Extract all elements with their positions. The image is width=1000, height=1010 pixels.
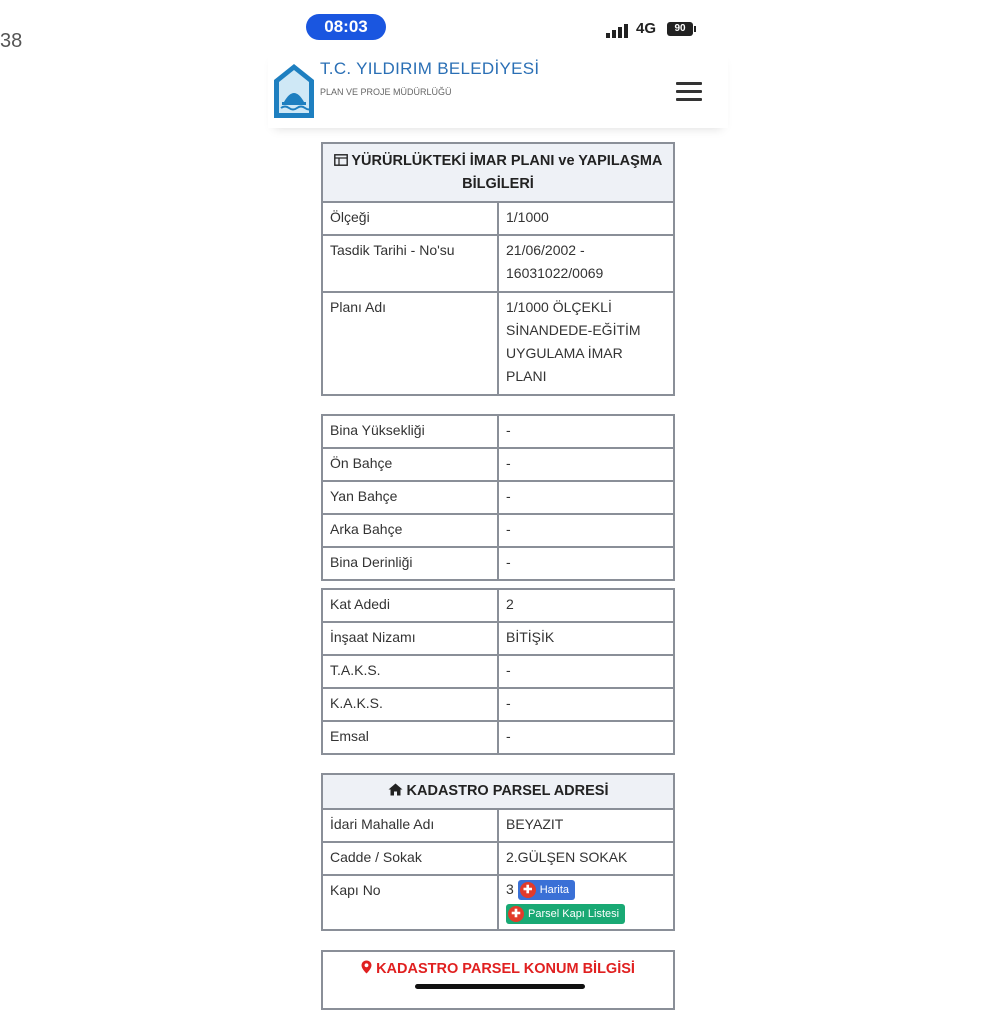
map-pin-icon: ✚ <box>520 882 536 898</box>
row-value: 1/1000 ÖLÇEKLİ SİNANDEDE-EĞİTİM UYGULAMA İMAR PLANI <box>506 299 641 384</box>
parcel-door-list-label: Parsel Kapı Listesi <box>528 908 620 921</box>
row-label: Kapı No <box>323 876 499 929</box>
hamburger-icon[interactable] <box>676 82 702 102</box>
site-header <box>268 50 728 128</box>
row-label: İnşaat Nizamı <box>323 623 499 654</box>
table-row <box>323 293 673 394</box>
row-value: - <box>506 521 511 537</box>
row-label: Arka Bahçe <box>323 515 499 546</box>
table-row <box>323 722 673 753</box>
row-value: 2 <box>506 596 514 612</box>
table-row <box>323 482 673 515</box>
table-row <box>323 449 673 482</box>
home-icon <box>388 783 407 799</box>
map-button[interactable] <box>518 880 575 900</box>
row-value: - <box>506 554 511 570</box>
map-pin-icon <box>361 961 376 977</box>
row-value: - <box>506 422 511 438</box>
municipality-logo[interactable] <box>272 62 316 120</box>
site-subtitle: PLAN VE PROJE MÜDÜRLÜĞÜ <box>320 87 452 97</box>
table-row <box>323 876 673 929</box>
table-row <box>323 623 673 656</box>
row-label: Yan Bahçe <box>323 482 499 513</box>
table-row <box>323 689 673 722</box>
network-label: 4G <box>636 20 657 37</box>
map-button-label: Harita <box>539 884 570 897</box>
parcel-location-title: KADASTRO PARSEL KONUM BİLGİSİ <box>376 961 635 977</box>
row-label: Ön Bahçe <box>323 449 499 480</box>
table-row <box>323 203 673 236</box>
plus-icon: ✚ <box>508 906 524 922</box>
row-value: BEYAZIT <box>506 816 564 832</box>
status-bar <box>270 12 730 46</box>
row-label: T.A.K.S. <box>323 656 499 687</box>
parcel-address-title: KADASTRO PARSEL ADRESİ <box>406 783 609 799</box>
parcel-door-list-button[interactable] <box>506 904 625 924</box>
table-row <box>323 810 673 843</box>
site-title[interactable]: T.C. YILDIRIM BELEDİYESİ <box>320 59 540 78</box>
door-cell <box>499 876 673 929</box>
row-label: İdari Mahalle Adı <box>323 810 499 841</box>
row-value: BİTİŞİK <box>506 629 555 645</box>
row-value: - <box>506 728 511 744</box>
row-value: 2.GÜLŞEN SOKAK <box>506 849 628 865</box>
plan-info-title: YÜRÜRLÜKTEKİ İMAR PLANI ve YAPILAŞMA BİLGİLERİ <box>351 153 663 192</box>
parcel-location-header <box>323 952 673 977</box>
parcel-address-header <box>323 775 673 810</box>
row-label: Tasdik Tarihi - No'su <box>323 236 499 291</box>
table-row <box>323 236 673 293</box>
edge-number: 38 <box>0 30 23 52</box>
row-value: - <box>506 662 511 678</box>
table-row <box>323 548 673 579</box>
row-label: Cadde / Sokak <box>323 843 499 874</box>
row-label: Bina Yüksekliği <box>323 416 499 447</box>
plan-info-header <box>323 144 673 203</box>
row-value: - <box>506 455 511 471</box>
table-row <box>323 656 673 689</box>
row-label: Ölçeği <box>323 203 499 234</box>
home-indicator <box>415 984 585 989</box>
row-label: Kat Adedi <box>323 590 499 621</box>
table-row <box>323 416 673 449</box>
row-value: 1/1000 <box>506 209 549 225</box>
clock: 08:03 <box>306 14 386 40</box>
table-icon <box>334 153 352 169</box>
row-value: 21/06/2002 - 16031022/0069 <box>506 242 604 281</box>
row-value: - <box>506 488 511 504</box>
battery-icon: 90 <box>667 22 693 36</box>
table-row <box>323 515 673 548</box>
row-label: Emsal <box>323 722 499 753</box>
door-number: 3 <box>506 881 514 897</box>
row-value: - <box>506 695 511 711</box>
signal-icon <box>606 22 630 38</box>
zoning-info-table <box>321 588 675 755</box>
row-label: K.A.K.S. <box>323 689 499 720</box>
table-row <box>323 843 673 876</box>
row-label: Bina Derinliği <box>323 548 499 579</box>
parcel-location-table <box>321 950 675 1010</box>
table-row <box>323 590 673 623</box>
plan-info-table <box>321 142 675 396</box>
parcel-address-table <box>321 773 675 931</box>
row-label: Planı Adı <box>323 293 499 394</box>
building-info-table <box>321 414 675 581</box>
